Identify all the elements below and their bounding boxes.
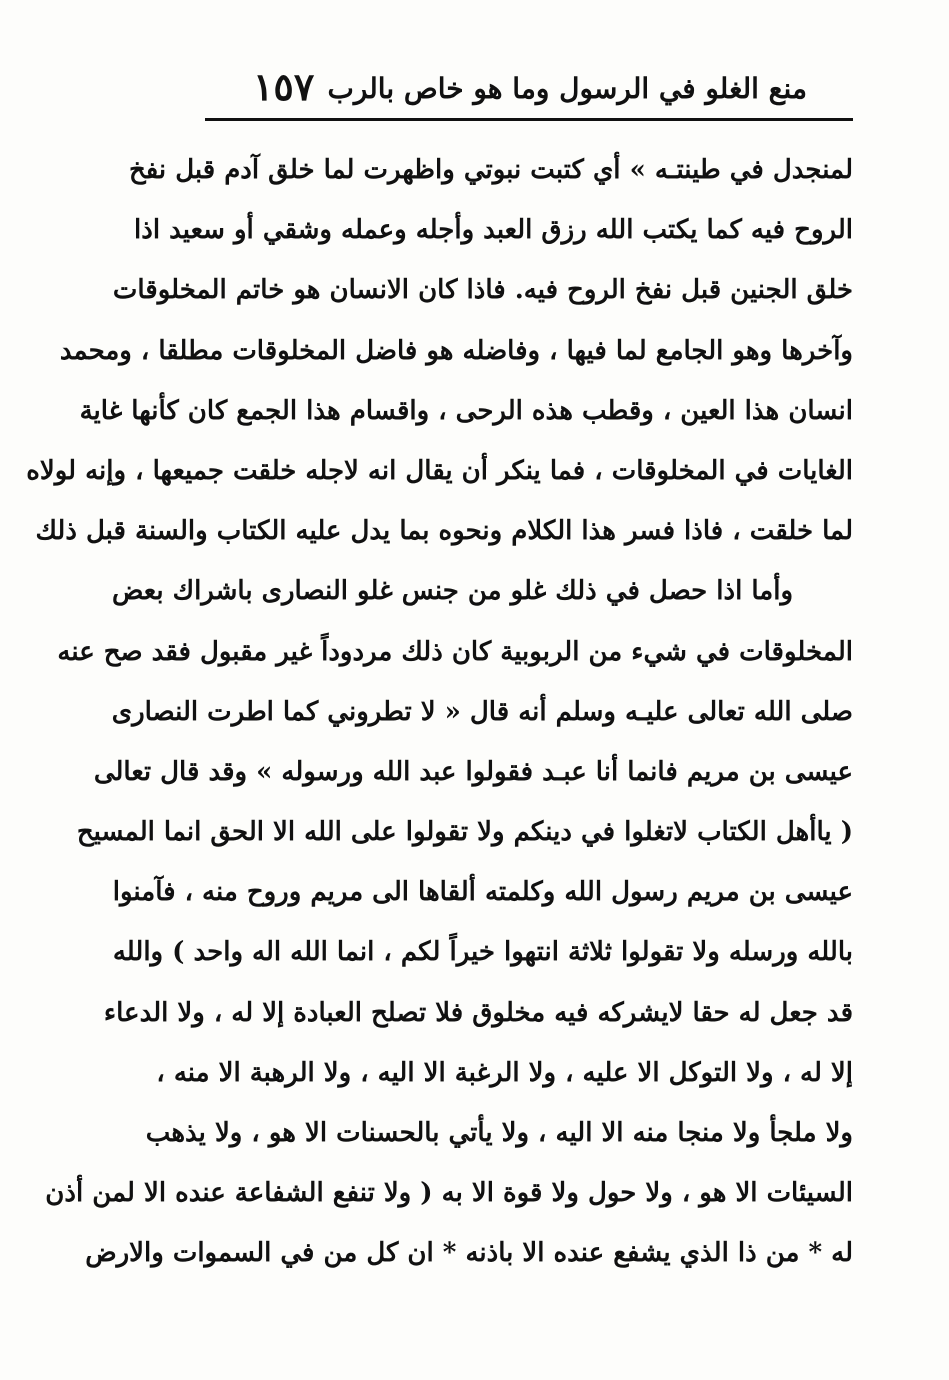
text-line: لمنجدل في طينتـه » أي كتبت نبوتي واظهرت لما خلق آدم قبل نفخ (128, 155, 853, 185)
text-line: عيسى بن مريم فانما أنا عبـد فقولوا عبد الله ورسوله » وقد قال تعالى (93, 756, 853, 787)
page-number: ١٥٧ (253, 64, 315, 109)
text-line: خلق الجنين قبل نفخ الروح فيه. فاذا كان الانسان هو خاتم المخلوقات (112, 275, 853, 306)
text-line: السيئات الا هو ، ولا حول ولا قوة الا به ( ولا تنفع الشفاعة عنده الا لمن أذن (45, 1178, 853, 1209)
text-line: لما خلقت ، فاذا فسر هذا الكلام ونحوه بما يدل عليه الكتاب والسنة قبل ذلك (35, 516, 853, 547)
text-line: المخلوقات في شيء من الربوبية كان ذلك مردوداً غير مقبول فقد صح عنه (57, 636, 853, 667)
body-text (26, 140, 853, 1284)
running-title: منع الغلو في الرسول وما هو خاص بالرب (327, 72, 807, 105)
text-line: ( ياأهل الكتاب لاتغلوا في دينكم ولا تقولوا على الله الا الحق انما المسيح (76, 817, 853, 848)
text-line: الغايات في المخلوقات ، فما ينكر أن يقال انه لاجله خلقت جميعها ، وإنه لولاه (26, 455, 853, 486)
text-line: الروح فيه كما يكتب الله رزق العبد وأجله وعمله وشقي أو سعيد اذا (134, 215, 853, 246)
paragraph-first-line: وأما اذا حصل في ذلك غلو من جنس غلو النصارى باشراك بعض (111, 576, 793, 607)
text-line: وآخرها وهو الجامع لما فيها ، وفاضله هو فاضل المخلوقات مطلقا ، ومحمد (59, 335, 853, 366)
header-rule (205, 118, 853, 121)
text-line: صلى الله تعالى عليـه وسلم أنه قال « لا تطروني كما اطرت النصارى (111, 696, 853, 727)
text-line: ولا ملجأ ولا منجا منه الا اليه ، ولا يأتي بالحسنات الا هو ، ولا يذهب (145, 1118, 853, 1148)
text-line: إلا له ، ولا التوكل الا عليه ، ولا الرغبة الا اليه ، ولا الرهبة الا منه ، (156, 1057, 853, 1088)
text-line: قد جعل له حقا لايشركه فيه مخلوق فلا تصلح العبادة إلا له ، ولا الدعاء (103, 997, 853, 1028)
text-line: بالله ورسله ولا تقولوا ثلاثة انتهوا خيراً لكم ، انما الله اله واحد ) والله (112, 937, 853, 968)
text-line: انسان هذا العين ، وقطب هذه الرحى ، واقسام هذا الجمع كان كأنها غاية (79, 395, 853, 426)
page-header (205, 62, 855, 114)
text-line: عيسى بن مريم رسول الله وكلمته ألقاها الى مريم وروح منه ، فآمنوا (112, 877, 853, 908)
text-line: له * من ذا الذي يشفع عنده الا باذنه * ان كل من في السموات والارض (85, 1238, 853, 1269)
